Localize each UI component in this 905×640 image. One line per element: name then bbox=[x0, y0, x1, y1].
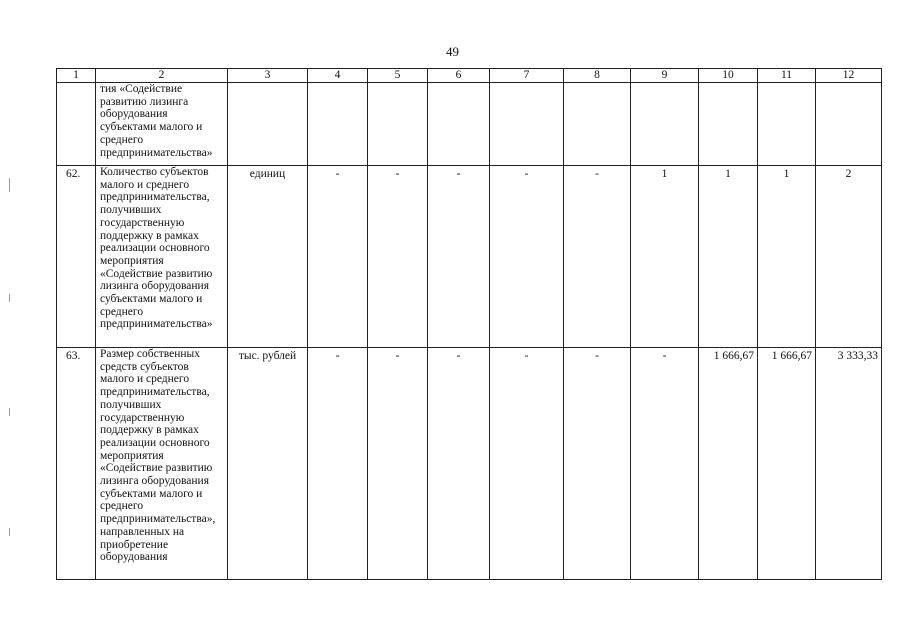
value-cell: 1 bbox=[631, 166, 699, 348]
value-cell bbox=[490, 83, 564, 166]
row-number-cell bbox=[57, 83, 96, 166]
indicator-name-cell: Размер собственных средств субъектов малого и среднего предпринимательства, получивших государственную поддержку в рамках реализации основного мероприятия «Содействие развитию лизинга оборудования субъектами малого и среднего предпринимательства», направленных на приобретение оборудования bbox=[96, 348, 228, 580]
column-header: 9 bbox=[631, 69, 699, 83]
column-header: 4 bbox=[308, 69, 368, 83]
column-header: 3 bbox=[228, 69, 308, 83]
page-number: 49 bbox=[446, 44, 459, 59]
value-cell: - bbox=[631, 348, 699, 580]
table-row-63 bbox=[57, 348, 882, 580]
header-row bbox=[57, 69, 882, 83]
value-cell: - bbox=[564, 166, 631, 348]
value-cell bbox=[308, 83, 368, 166]
column-header: 12 bbox=[816, 69, 882, 83]
value-cell: 1 bbox=[699, 166, 758, 348]
column-header: 1 bbox=[57, 69, 96, 83]
scan-mark bbox=[9, 294, 10, 302]
value-cell: - bbox=[428, 166, 490, 348]
column-header: 11 bbox=[758, 69, 816, 83]
value-cell: 2 bbox=[816, 166, 882, 348]
unit-cell bbox=[228, 83, 308, 166]
value-cell: - bbox=[308, 348, 368, 580]
value-cell: 1 666,67 bbox=[699, 348, 758, 580]
value-cell: - bbox=[490, 348, 564, 580]
value-cell bbox=[631, 83, 699, 166]
scan-mark bbox=[9, 528, 10, 536]
column-header: 8 bbox=[564, 69, 631, 83]
value-cell: - bbox=[308, 166, 368, 348]
value-cell bbox=[428, 83, 490, 166]
column-header: 5 bbox=[368, 69, 428, 83]
indicator-name-cell: тия «Содействие развитию лизинга оборудования субъектами малого и среднего предпринимательства» bbox=[96, 83, 228, 166]
row-number-cell: 63. bbox=[57, 348, 96, 580]
table-row-continuation bbox=[57, 83, 882, 166]
value-cell: - bbox=[428, 348, 490, 580]
scan-mark bbox=[9, 408, 10, 416]
column-header: 6 bbox=[428, 69, 490, 83]
value-cell: 3 333,33 bbox=[816, 348, 882, 580]
value-cell: - bbox=[490, 166, 564, 348]
indicator-name-cell: Количество субъектов малого и среднего предпринимательства, получивших государственную поддержку в рамках реализации основного мероприятия «Содействие развитию лизинга оборудования субъектами малого и среднего предпринимательства» bbox=[96, 166, 228, 348]
value-cell bbox=[368, 83, 428, 166]
value-cell bbox=[816, 83, 882, 166]
value-cell bbox=[758, 83, 816, 166]
unit-cell: единиц bbox=[228, 166, 308, 348]
column-header: 10 bbox=[699, 69, 758, 83]
value-cell: - bbox=[368, 166, 428, 348]
value-cell: 1 666,67 bbox=[758, 348, 816, 580]
value-cell: - bbox=[564, 348, 631, 580]
scan-mark bbox=[9, 178, 10, 192]
column-header: 7 bbox=[490, 69, 564, 83]
value-cell: 1 bbox=[758, 166, 816, 348]
value-cell: - bbox=[368, 348, 428, 580]
column-header: 2 bbox=[96, 69, 228, 83]
unit-cell: тыс. рублей bbox=[228, 348, 308, 580]
indicators-table bbox=[56, 68, 882, 580]
value-cell bbox=[564, 83, 631, 166]
value-cell bbox=[699, 83, 758, 166]
table-row-62 bbox=[57, 166, 882, 348]
row-number-cell: 62. bbox=[57, 166, 96, 348]
